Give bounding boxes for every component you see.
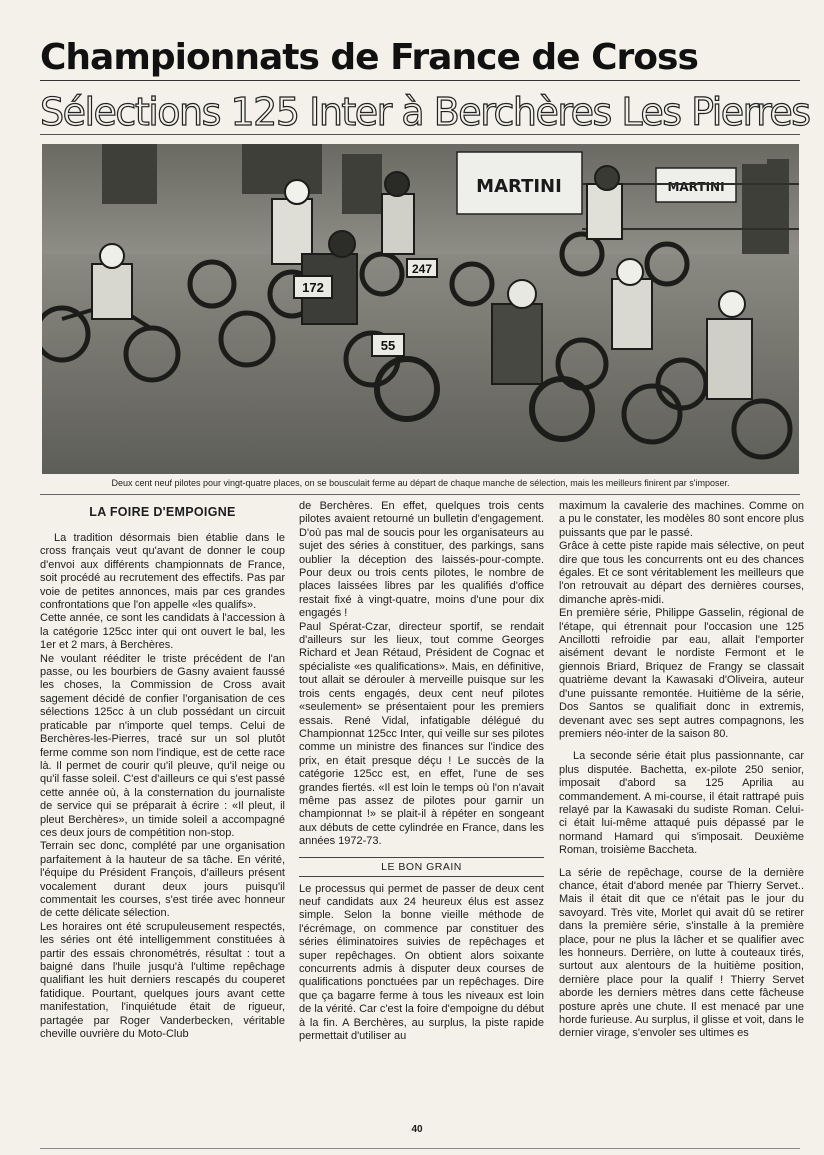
plate-number-55: 55 (380, 338, 396, 353)
paragraph: La tradition désormais bien établie dans le cross français veut qu'avant de donner le coup d'envoi aux différents championnats de France, soit procédé au recrutement des effectifs. Pas par voie de petites annonces, mais par ces grandes confrontations que l'on appelle «les qualifs». (40, 532, 285, 612)
page-number: 40 (411, 1124, 423, 1135)
title-rule (40, 80, 800, 81)
photo-caption: Deux cent neuf pilotes pour vingt-quatre places, on se bousculait ferme au départ de chaque manche de sélection, mais les meilleurs finirent par s'imposer. (111, 478, 730, 488)
bottom-rule (40, 1148, 800, 1149)
caption-rule (40, 494, 800, 495)
paragraph: de Berchères. En effet, quelques trois cents pilotes avaient retourné un bulletin d'engagement. D'où pas mal de soucis pour les organisateurs au sujet des séries à constituer, des parkings, sans oublier la déception des laissés-pour-compte. Pour deux ou trois cents pilotes, le nombre de places laissées libres par les qualifiés d'office restait fixé à vingt-quatre, moins d'une pour dix engagés ! (299, 500, 544, 620)
article-column-1 (40, 500, 285, 1041)
paragraph-gap (559, 741, 804, 750)
subtitle-rule (40, 134, 800, 135)
section-heading-bon-grain: LE BON GRAIN (299, 857, 544, 877)
article-column-2 (299, 500, 544, 1043)
paragraph: Les horaires ont été scrupuleusement respectés, les séries ont été intelligemment constituées à partir des essais chronométrés, résultat : tout a baigné dans l'huile jusqu'à l'ultime repêchage qualifiant les huit derniers rescapés du couperet fatidique. Pourtant, quelques jours avant cette manifestation, l'inquiétude était de rigueur, partagée par Roger Vanderbecken, véritable cheville ouvrière du Moto-Club (40, 920, 285, 1041)
paragraph: La seconde série était plus passionnante, car plus disputée. Bachetta, ex-pilote 250 senior, imposait d'abord sa 125 Aprilia au commandement. A mi-course, il était rattrapé puis relayé par la Kawasaki du sudiste Roman. Celui-ci était lui-même attaqué puis dépassé par le normand Hamard qui s'imposait. Deuxième Roman, troisième Baccheta. (559, 750, 804, 857)
paragraph: maximum la cavalerie des machines. Comme on a pu le constater, les modèles 80 sont encore plus puissants que par le passé. (559, 500, 804, 539)
page-title: Championnats de France de Cross (40, 37, 698, 78)
banner-text-right: MARTINI (667, 180, 725, 194)
page-subtitle: Sélections 125 Inter à Berchères Les Pierres (40, 90, 810, 134)
paragraph: Le processus qui permet de passer de deux cent neuf candidats aux 24 heureux élus est assez simple. Selon la bonne vieille méthode de l'écrémage, on commence par constituer des séries éliminatoires suivies de repêchages et super repêchages. On obtient alors soixante concurrents admis à disputer deux courses de qualifications ponctuées par un repêchages. Dire que ça bagarre ferme à tous les niveaux est loin de la vérité. Car c'est la foire d'empoigne du début à la fin. A Berchères, au surplus, la piste rapide permettait d'utiliser au (299, 882, 544, 1043)
paragraph: Ne voulant rééditer le triste précédent de l'an passe, ou les bourbiers de Gasny avaient faussé les choses, la Commission de Cross avait sagement décidé de confier l'organisation de ces sélections 125cc à un club possédant un circuit praticable par n'importe quel temps. Celui de Berchères-les-Pierres, tracé sur un sol plutôt ferme comme son nom l'indique, est de cette race là. Il permet de courir qu'il pleuve, qu'il neige ou qu'il fasse soleil. C'est d'ailleurs ce qui s'est passé cette année où, à la consternation du journaliste de service qui se préparait à écrire : «Il pleut, il pleut Berchères», un timide soleil a accompagné ces deux jours de compétition non-stop. (40, 652, 285, 839)
paragraph: Cette année, ce sont les candidats à l'accession à la catégorie 125cc inter qui ont ouvert le bal, les 1er et 2 mars, à Berchères. (40, 612, 285, 652)
article-column-3 (559, 500, 804, 1041)
paragraph: En première série, Philippe Gasselin, régional de l'étape, qui étrennait pour l'occasion une 125 Ancillotti refroidie par eau, allait l'emporter aisément devant le nordiste Fermont et le giennois Briard, Briquez de Frangy se classait quatrième devant la Kawasaki d'Oliveira, auteur d'une puissante remontée. Huitième de la série, Dos Santos se qualifiait donc in extremis, devenant avec ses sept autres compagnons, les premiers néo-inter de la saison 80. (559, 607, 804, 740)
plate-number-247: 247 (411, 262, 433, 276)
section-heading-foire: LA FOIRE D'EMPOIGNE (89, 505, 236, 519)
paragraph: La série de repêchage, course de la dernière chance, était d'abord menée par Thierry Servet.. Mais il était dit que ce n'était pas le jour du savoyard. Très vite, Morlet qui avait dû se retirer dans la première série, s'installe à la première place, pour ne plus la lâcher et se qualifier avec les honneurs. Derrière, on lutte à couteaux tirés, surtout aux alentours de la huitième position, dernière place pour la qualif ! Thierry Servet aborde les derniers mètres dans cette fâcheuse posture après une chute. Il est menacé par une horde furieuse. Au surplus, il glisse et voit, dans le dernier virage, s'envoler ses ultimes es (559, 866, 804, 1040)
race-start-photo (42, 144, 799, 474)
paragraph: Terrain sec donc, complété par une organisation parfaitement à la hauteur de sa tâche. En vérité, l'équipe du Président François, d'ailleurs présent vocalement durant deux jours puisqu'il commentait les courses, s'est tirée avec honneur de cette délicate sélection. (40, 840, 285, 920)
plate-number-172: 172 (302, 280, 324, 295)
paragraph: Grâce à cette piste rapide mais sélective, on peut dire que tous les concurrents ont eu des chances égales. Et ce sont véritablement les meilleurs que l'on retrouvait au départ des dernières courses, dimanche après-midi. (559, 540, 804, 606)
banner-text-left: MARTINI (476, 176, 562, 197)
paragraph: Paul Spérat-Czar, directeur sportif, se rendait d'ailleurs sur les lieux, tout comme Georges Richard et Jean Rétaud, Président de Cognac et spécialiste «es qualifications». Mais, en définitive, tout allait se dérouler à merveille puisque sur les trois cents engagés, deux cent neuf pilotes «seulement» se présentaient pour les premiers essais. René Vidal, infatigable délégué du Championnat 125cc Inter, qui veille sur ses pilotes comme un ministre des finances sur l'indice des prix, en était presque déçu ! Le succès de la catégorie 125cc est, en effet, l'une de ses grandes fiertés. «Il est loin le temps où l'on n'avait même pas assez de pilotes pour garnir un championnat !» se plait-il à répéter en songeant aux débuts de cette cylindrée en France, dans les années 1972-73. (299, 620, 544, 848)
martini-banner-left (457, 152, 582, 214)
paragraph-gap (559, 858, 804, 867)
